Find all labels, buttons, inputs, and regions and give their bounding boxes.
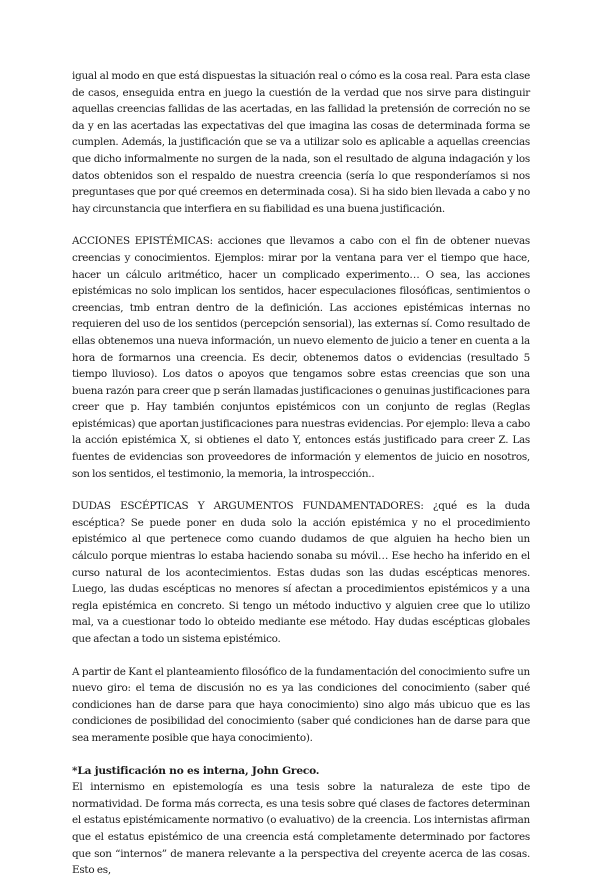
paragraph-justification: igual al modo en que está dispuestas la situación real o cómo es la cosa real. Para esta clase de casos, enseguida entra en juego la cuestión de la verdad que nos sirve para distinguir aquellas creencias fallidas de las acertadas, en las fallidad la pretensión de correción no se da y en las acertadas las expectativas del que imagina las cosas de determinada forma se cumplen. Además, la justificación que se va a utilizar solo es aplicable a aquellas creencias que dicho informalmente no surgen de la nada, son el resultado de alguna indagación y los datos obtenidos son el respaldo de nuestra creencia (sería lo que responderíamos si nos preguntases que por qué creemos en determinada cosa). Si ha sido bien llevada a cabo y no hay circunstancia que interfiera en su fiabilidad es una buena justificación. bbox=[72, 70, 530, 215]
section-heading: *La justificación no es interna, John Greco. bbox=[72, 764, 320, 777]
paragraph-skeptical-doubts: DUDAS ESCÉPTICAS Y ARGUMENTOS FUNDAMENTADORES: ¿qué es la duda escéptica? Se puede poner en duda solo la acción epistémica y no el procedimiento epistémico al que pertenece como cuando dudamos de que alguien ha hecho bien un cálculo porque mientras lo estaba haciendo sonaba su móvil… Ese hecho ha inferido en el curso natural de los acontecimientos. Estas dudas son las dudas escépticas menores. Luego, las dudas escépticas no menores sí afectan a procedimientos epistémicos y a una regla epistémica en concreto. Si tengo un método inductivo y alguien cree que lo utilizo mal, va a cuestionar todo lo obteido mediante ese método. Hay dudas escépticas globales que afectan a todo un sistema epistémico. bbox=[72, 500, 530, 645]
paragraph-kant: A partir de Kant el planteamiento filosófico de la fundamentación del conocimiento sufre un nuevo giro: el tema de discusión no es ya las condiciones del conocimiento (saber qué condiciones han de darse para que haya conocimiento) sino algo más ubicuo que es las condiciones de posibilidad del conocimiento (saber qué condiciones han de darse para que sea meramente posible que haya conocimiento). bbox=[72, 665, 530, 744]
paragraph-internalism: El internismo en epistemología es una tesis sobre la naturaleza de este tipo de normatividad. De forma más correcta, es una tesis sobre qué clases de factores determinan el estatus epistémicamente normativo (o evaluativo) de la creencia. Los internistas afirman que el estatus epistémico de una creencia está completamente determinado por factores que son “internos” de manera relevante a la perspectiva del creyente acerca de las cosas. Esto es, bbox=[72, 781, 530, 877]
paragraph-epistemic-actions: ACCIONES EPISTÉMICAS: acciones que llevamos a cabo con el fin de obtener nuevas creencias y conocimientos. Ejemplos: mirar por la ventana para ver el tiempo que hace, hacer un cálculo aritmético, hacer un complicado experimento… O sea, las acciones epistémicas no solo implican los sentidos, hacer especulaciones filosóficas, sentimientos o creencias, tmb entran dentro de la definición. Las acciones epistémicas internas no requieren del uso de los sentidos (percepción sensorial), las externas sí. Como resultado de ellas obtenemos una nueva información, un nuevo elemento de juicio a tener en cuenta a la hora de formarnos una creencia. Es decir, obtenemos datos o evidencias (resultado 5 tiempo lluvioso). Los datos o apoyos que tengamos sobre estas creencias que son una buena razón para creer que p serán llamadas justificaciones o genuinas justificaciones para creer que p. Hay también conjuntos epistémicos con un conjunto de reglas (Reglas epistémicas) que aportan justificaciones para nuestras evidencias. Por ejemplo: lleva a cabo la acción epistémica X, si obtienes el dato Y, entonces estás justificado para creer Z. Las fuentes de evidencias son proveedores de información y elementos de juicio en nosotros, son los sentidos, el testimonio, la memoria, la introspección.. bbox=[72, 235, 530, 480]
